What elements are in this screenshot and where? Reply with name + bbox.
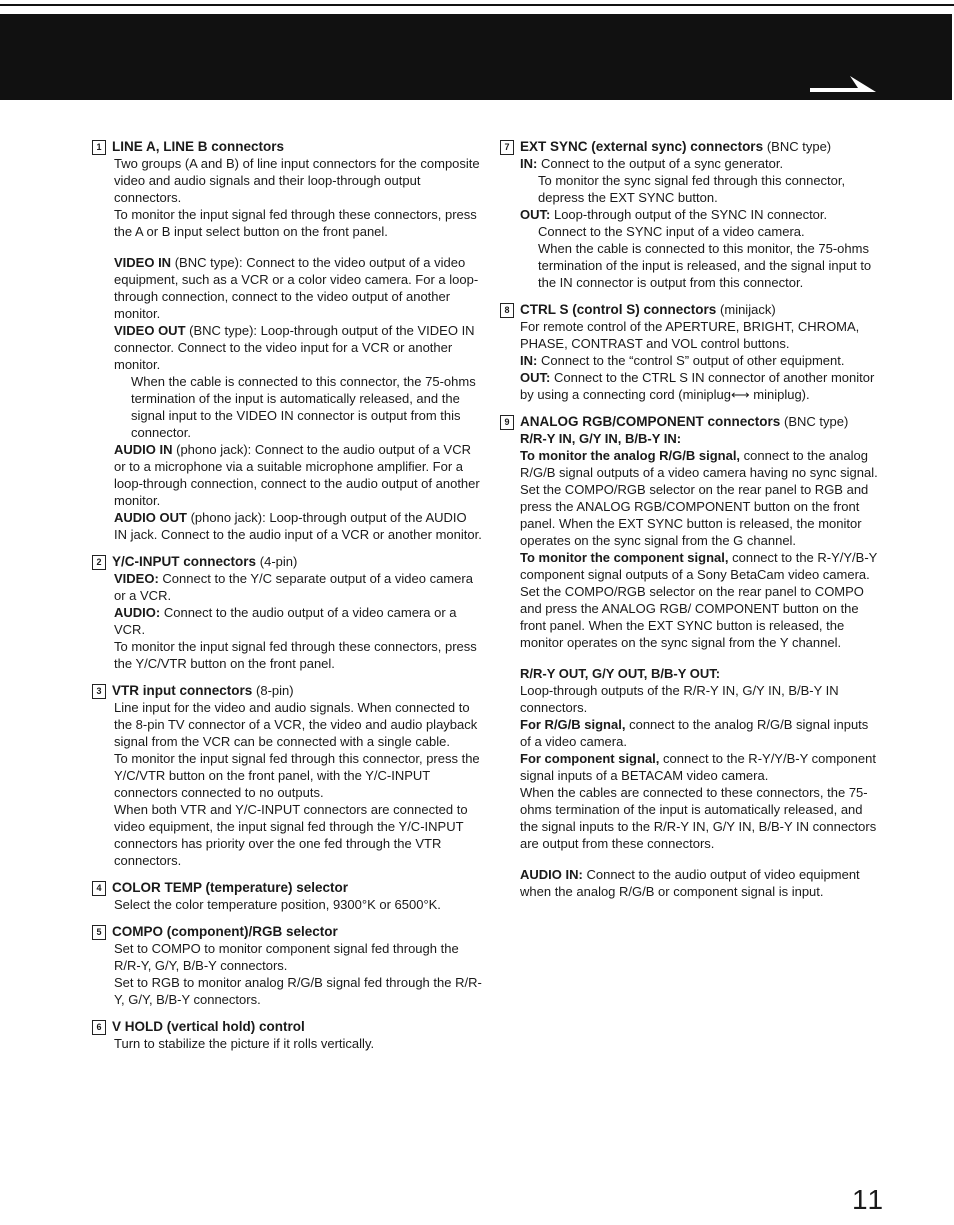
section-title: 1 LINE A, LINE B connectors [92,138,482,155]
section-vtr-input: 3 VTR input connectors (8-pin) Line input for the video and audio signals. When connected to the 8-pin TV connector of a VCR, the video and audio playback signal from the VCR can be connected with a single cable. To monitor the input signal fed through this connector, press the Y/C/VTR button on the front panel, with the Y/C-INPUT connectors connected to no outputs. When both VTR and Y/C-INPUT connectors are connected to video equipment, the input signal fed through the Y/C-INPUT connectors has priority over the one fed through the VTR connectors. [92,682,482,869]
section-number: 9 [500,415,514,430]
section-analog-rgb-component: 9 ANALOG RGB/COMPONENT connectors (BNC type) R/R-Y IN, G/Y IN, B/B-Y IN: To monitor the analog R/G/B signal, connect to the analog R/G/B signal outputs of a video camera having no sync signal. Set the COMPO/RGB selector on the rear panel to RGB and press the ANALOG RGB/COMPONENT button on the front panel. When the EXT SYNC button is released, the monitor operates on the sync signal from the G channel. To monitor the component signal, connect to the R-Y/Y/B-Y component signal outputs of a Sony BetaCam video camera. Set the COMPO/RGB selector on the rear panel to COMPO and press the ANALOG RGB/ COMPONENT button on the front panel. When the EXT SYNC button is released, the monitor operates on the sync signal from the Y channel. R/R-Y OUT, G/Y OUT, B/B-Y OUT: Loop-through outputs of the R/R-Y IN, G/Y IN, B/B-Y IN connectors. For R/G/B signal, connect to the analog R/G/B signal inputs of a video camera. For component signal, connect to the R-Y/Y/B-Y component signal inputs of a BETACAM video camera. When the cables are connected to these connectors, the 75-ohms termination of the input is automatically released, and the signal inputs to the R/R-Y IN, G/Y IN, B/B-Y IN connectors are output from these connectors. AUDIO IN: Connect to the audio output of video equipment when the analog R/G/B or component signal is input. [500,413,880,900]
section-ctrl-s: 8 CTRL S (control S) connectors (minijack) For remote control of the APERTURE, BRIGHT, CHROMA, PHASE, CONTRAST and VOL control buttons. IN: Connect to the “control S” output of other equipment. OUT: Connect to the CTRL S IN connector of another monitor by using a connecting cord (miniplug⟷ miniplug). [500,301,880,403]
left-column [92,138,482,1062]
audio-in-entry: AUDIO IN (phono jack): Connect to the audio output of a VCR or to a microphone via a suitable microphone amplifier. For a loop-through connection, connect to the audio output of another monitor. [114,442,480,508]
section-title: 4 COLOR TEMP (temperature) selector [92,879,482,896]
section-number: 6 [92,1020,106,1035]
section-title: 8 CTRL S (control S) connectors (minijack) [500,301,880,318]
section-number: 4 [92,881,106,896]
section-ext-sync: 7 EXT SYNC (external sync) connectors (BNC type) IN: Connect to the output of a sync generator. To monitor the sync signal fed through this connector, depress the EXT SYNC button. OUT: Loop-through output of the SYNC IN connector. Connect to the SYNC input of a video camera. When the cable is connected to this monitor, the 75-ohms termination of the input is released, and the signal input to the IN connector is output from this connector. [500,138,880,291]
section-title: 9 ANALOG RGB/COMPONENT connectors (BNC type) [500,413,880,430]
header-top-rule [0,4,954,6]
section-title: 3 VTR input connectors (8-pin) [92,682,482,699]
section-number: 2 [92,555,106,570]
section-title: 6 V HOLD (vertical hold) control [92,1018,482,1035]
section-title: 7 EXT SYNC (external sync) connectors (BNC type) [500,138,880,155]
section-line-connectors [92,138,482,543]
section-number: 5 [92,925,106,940]
arrow-right-icon [806,74,878,94]
section-yc-input: 2 Y/C-INPUT connectors (4-pin) VIDEO: Connect to the Y/C separate output of a video camera or a VCR. AUDIO: Connect to the audio output of a video camera or a VCR. To monitor the input signal fed through these connectors, press the Y/C/VTR button on the front panel. [92,553,482,672]
section-number: 1 [92,140,106,155]
page-number: 11 [852,1184,886,1215]
section-title: 5 COMPO (component)/RGB selector [92,923,482,940]
section-compo-rgb: 5 COMPO (component)/RGB selector Set to COMPO to monitor component signal fed through the R/R-Y, G/Y, B/B-Y connectors. Set to RGB to monitor analog R/G/B signal fed through the R/R-Y, G/Y, B/B-Y connectors. [92,923,482,1008]
section-number: 3 [92,684,106,699]
video-out-entry: VIDEO OUT (BNC type): Loop-through output of the VIDEO IN connector. Connect to the video input for a VCR or another monitor. When the cable is connected to this connector, the 75-ohms termination of the input is automatically released, and the signal input to the VIDEO IN connector is output from this connector. [114,323,476,440]
section-color-temp: 4 COLOR TEMP (temperature) selector Select the color temperature position, 9300°K or 6500°K. [92,879,482,913]
section-title: 2 Y/C-INPUT connectors (4-pin) [92,553,482,570]
section-number: 7 [500,140,514,155]
section-number: 8 [500,303,514,318]
section-v-hold: 6 V HOLD (vertical hold) control Turn to stabilize the picture if it rolls vertically. [92,1018,482,1052]
audio-out-entry: AUDIO OUT (phono jack): Loop-through output of the AUDIO IN jack. Connect to the audio input of a VCR or another monitor. [114,510,482,542]
right-column [500,138,880,910]
video-in-entry: VIDEO IN (BNC type): Connect to the video output of a video equipment, such as a VCR or a color video camera. For a loop-through connection, connect to the video output of another monitor. [114,255,479,321]
section-body: Two groups (A and B) of line input connectors for the composite video and audio signals and their loop-through output connectors. To monitor the input signal fed through these connectors, press the A or B input select button on the front panel. [114,156,480,239]
